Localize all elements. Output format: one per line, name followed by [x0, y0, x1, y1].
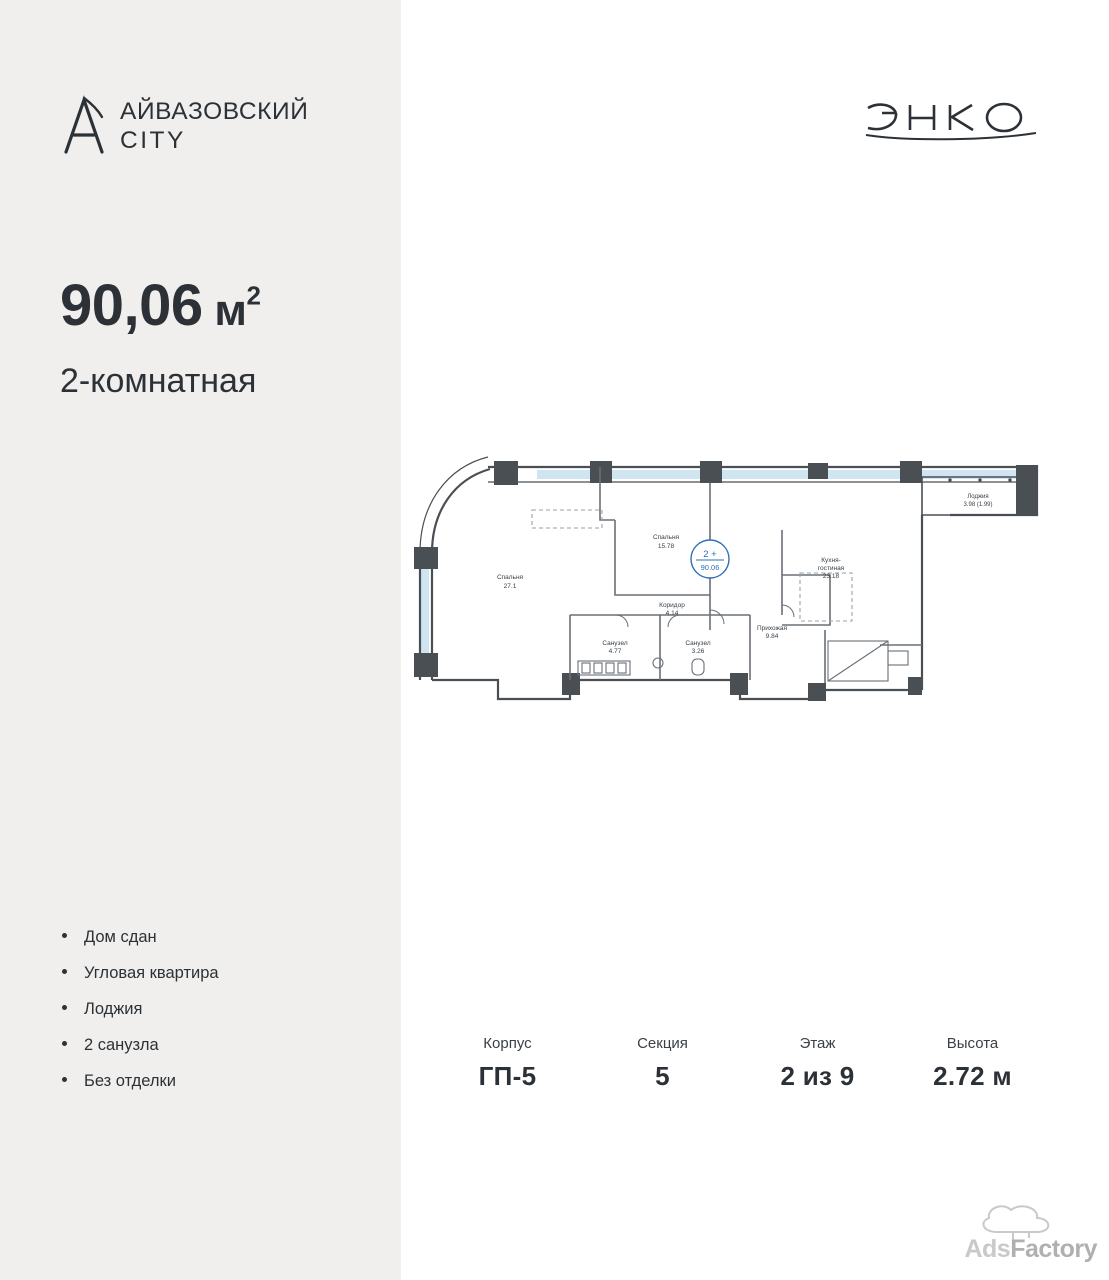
specs-row [430, 1035, 1050, 1092]
spec-label: Корпус [483, 1035, 532, 1052]
apartment-rooms-title: 2-комнатная [60, 362, 257, 400]
bullet-icon [62, 933, 67, 938]
room-label-hall-area: 9.84 [765, 633, 779, 640]
feature-label: Дом сдан [84, 928, 157, 946]
spec-height [895, 1035, 1050, 1092]
list-item [62, 964, 362, 983]
plan-area-badge [691, 540, 729, 578]
brand-name-line1: АЙВАЗОВСКИЙ [120, 98, 309, 125]
room-label-bath2-name: Санузел [685, 640, 711, 647]
spec-label: Этаж [799, 1035, 836, 1052]
list-item [62, 1072, 362, 1091]
brand-text [120, 98, 308, 156]
spec-value: ГП-5 [478, 1061, 537, 1091]
spec-floor [740, 1035, 895, 1092]
room-label-bath1-name: Санузел [602, 640, 628, 647]
list-item [62, 1000, 362, 1019]
plan-piers [414, 461, 1038, 701]
room-label-corridor-area: 4.14 [665, 610, 679, 617]
floor-plan [410, 455, 1055, 720]
bullet-icon [62, 1041, 67, 1046]
bullet-icon [62, 969, 67, 974]
room-label-kitchen-name1: Кухня- [821, 557, 841, 564]
room-label-kitchen-area: 23.18 [822, 573, 840, 580]
bullet-icon [62, 1077, 67, 1082]
plan-room-labels [497, 494, 993, 655]
list-item [62, 928, 362, 947]
brand-block [62, 92, 308, 160]
feature-label: 2 санузла [84, 1036, 159, 1054]
feature-label: Без отделки [84, 1072, 176, 1090]
brand-name-line2: CITY [120, 127, 186, 154]
watermark-text [964, 1235, 1097, 1264]
watermark [964, 1198, 1097, 1268]
apartment-area [60, 272, 260, 339]
list-item [62, 1036, 362, 1055]
watermark-factory: Factory [1010, 1235, 1097, 1263]
bullet-icon [62, 1005, 67, 1010]
area-unit-exponent: 2 [246, 280, 261, 311]
room-label-bath1-area: 4.77 [608, 648, 622, 655]
spec-value: 5 [655, 1061, 670, 1091]
spec-value: 2.72 м [933, 1061, 1012, 1091]
room-label-corridor-name: Коридор [659, 602, 685, 609]
spec-building [430, 1035, 585, 1092]
room-label-bedroom2-area: 15.78 [657, 543, 675, 550]
feature-label: Угловая квартира [84, 964, 219, 982]
a-monogram-icon [62, 92, 106, 160]
room-label-loggia-name: Лоджия [967, 494, 989, 500]
spec-label: Секция [637, 1035, 688, 1052]
left-info-panel [0, 0, 401, 1280]
room-label-bedroom2-name: Спальня [652, 534, 680, 541]
feature-label: Лоджия [84, 1000, 143, 1018]
area-number: 90,06 [60, 273, 203, 338]
room-label-hall-name: Прихожая [756, 625, 788, 632]
room-label-kitchen-name2: гостиная [817, 565, 845, 572]
room-label-bedroom1-name: Спальня [496, 574, 524, 581]
room-label-bath2-area: 3.26 [691, 648, 705, 655]
spec-value: 2 из 9 [780, 1061, 855, 1091]
plan-partitions [570, 467, 922, 683]
badge-area: 90.06 [700, 563, 720, 572]
plan-windows [420, 470, 1037, 663]
area-unit: м [214, 286, 247, 335]
badge-rooms: 2 + [703, 549, 717, 560]
features-list [62, 928, 362, 1108]
spec-label: Высота [946, 1035, 999, 1052]
enko-logo [864, 100, 1040, 144]
room-label-bedroom1-area: 27.1 [503, 583, 517, 590]
spec-section [585, 1035, 740, 1092]
plan-doors [616, 605, 794, 627]
watermark-ads: Ads [964, 1235, 1011, 1263]
floor-plan-svg [410, 455, 1055, 720]
room-label-loggia-area: 3.98 (1.99) [963, 502, 993, 508]
